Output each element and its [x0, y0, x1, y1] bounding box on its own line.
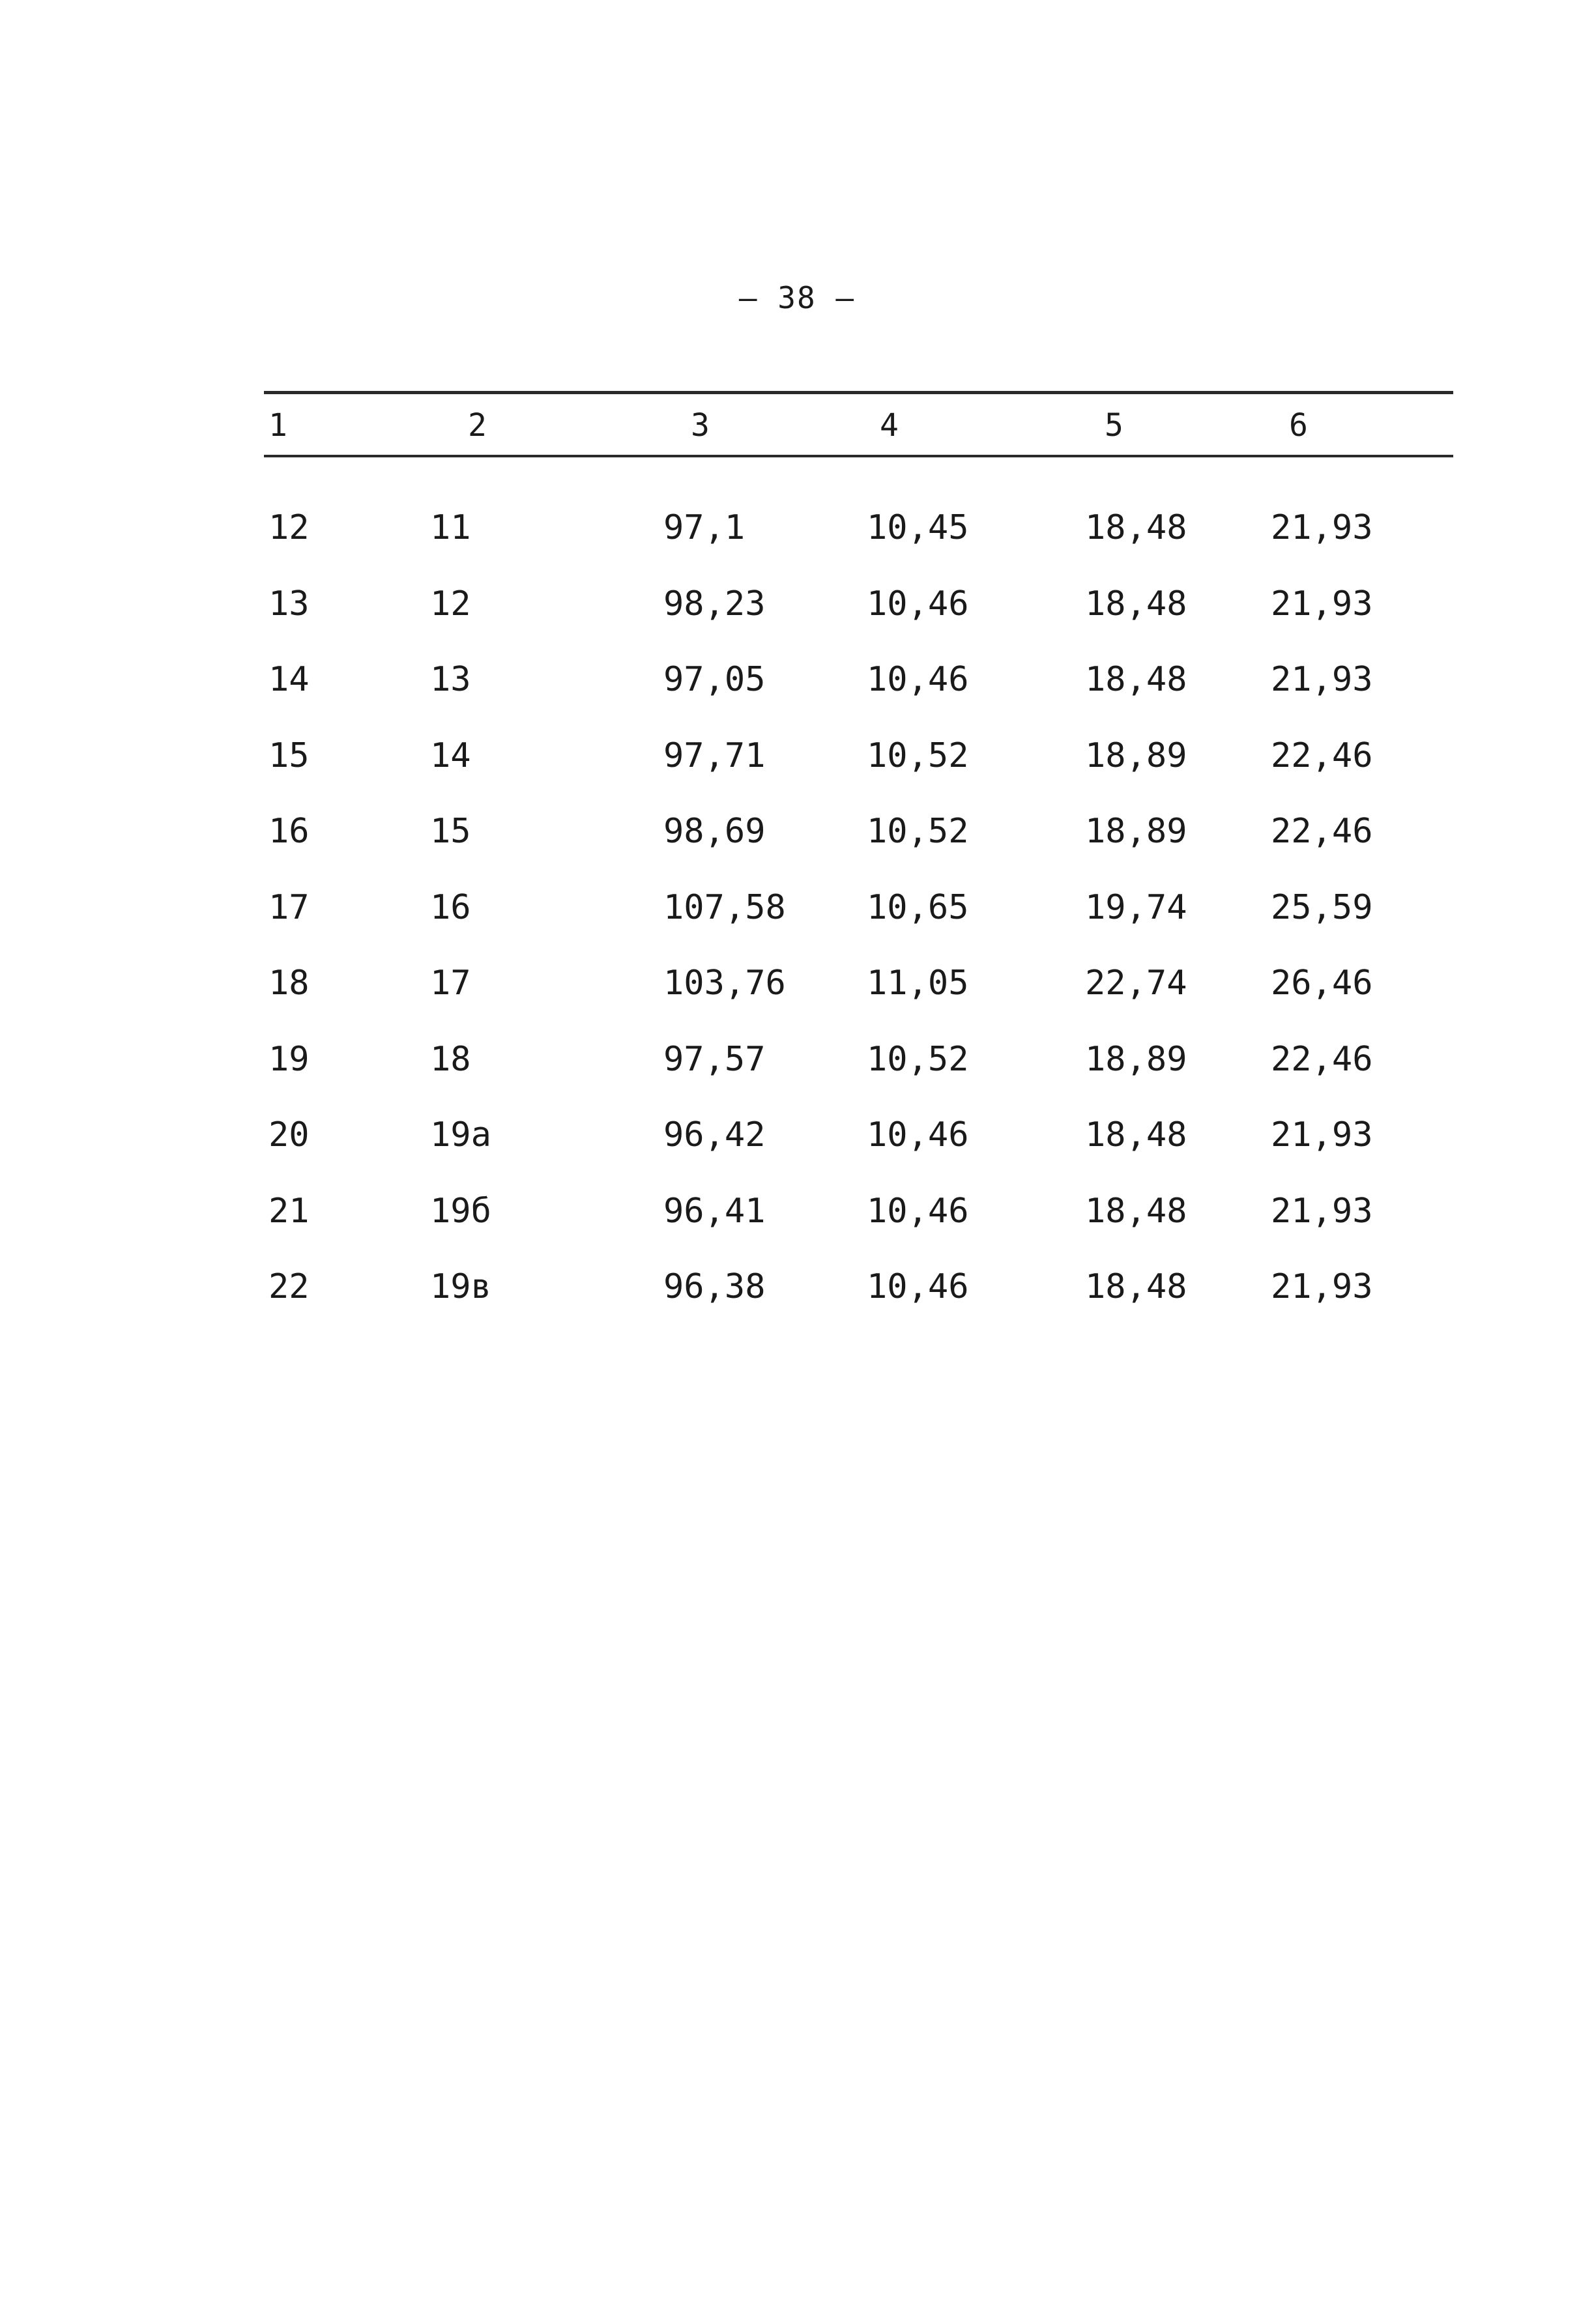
table-cell: 21,93	[1271, 584, 1373, 624]
table-cell: 18,48	[1085, 1115, 1187, 1155]
table-row	[0, 1264, 1594, 1310]
table-cell: 107,58	[663, 887, 786, 927]
table-cell: 19а	[430, 1115, 491, 1155]
table-cell: 96,41	[663, 1191, 766, 1231]
table-cell: 25,59	[1271, 887, 1373, 927]
table-cell: 19	[268, 1039, 310, 1079]
table-cell: 19в	[430, 1267, 491, 1306]
table-cell: 15	[268, 736, 310, 775]
page-number: – 38 –	[738, 280, 856, 315]
table-row	[0, 960, 1594, 1006]
table-cell: 10,46	[867, 660, 969, 699]
table-cell: 21,93	[1271, 660, 1373, 699]
table-cell: 22,46	[1271, 1039, 1373, 1079]
table-cell: 13	[430, 660, 471, 699]
table-row	[0, 809, 1594, 854]
table-cell: 18	[430, 1039, 471, 1079]
table-cell: 16	[430, 887, 471, 927]
header-cell: 1	[268, 407, 287, 444]
table-cell: 21,93	[1271, 508, 1373, 547]
table-header-rule	[264, 455, 1453, 457]
table-cell: 10,46	[867, 1267, 969, 1306]
header-cell: 3	[691, 407, 710, 444]
table-cell: 18,48	[1085, 584, 1187, 624]
header-cell: 2	[468, 407, 487, 444]
table-row	[0, 733, 1594, 779]
table-row	[0, 1188, 1594, 1234]
table-row	[0, 885, 1594, 930]
table-cell: 10,46	[867, 1191, 969, 1231]
table-cell: 18	[268, 964, 310, 1003]
table-cell: 97,1	[663, 508, 746, 547]
table-cell: 97,57	[663, 1039, 766, 1079]
table-cell: 22,46	[1271, 736, 1373, 775]
table-cell: 21,93	[1271, 1115, 1373, 1155]
table-cell: 14	[268, 660, 310, 699]
table-cell: 10,46	[867, 1115, 969, 1155]
table-cell: 103,76	[663, 964, 786, 1003]
table-cell: 20	[268, 1115, 310, 1155]
table-cell: 13	[268, 584, 310, 624]
table-cell: 18,89	[1085, 736, 1187, 775]
table-cell: 26,46	[1271, 964, 1373, 1003]
table-cell: 11,05	[867, 964, 969, 1003]
table-cell: 22,74	[1085, 964, 1187, 1003]
table-cell: 16	[268, 812, 310, 851]
table-cell: 10,46	[867, 584, 969, 624]
table-row	[0, 1037, 1594, 1082]
table-row	[0, 1112, 1594, 1158]
table-cell: 12	[430, 584, 471, 624]
header-cell: 6	[1289, 407, 1308, 444]
table-cell: 97,05	[663, 660, 766, 699]
table-cell: 14	[430, 736, 471, 775]
table-top-rule	[264, 391, 1453, 394]
table-cell: 19,74	[1085, 887, 1187, 927]
table-cell: 96,38	[663, 1267, 766, 1306]
header-cell: 4	[880, 407, 899, 444]
table-row	[0, 505, 1594, 551]
table-row	[0, 581, 1594, 627]
table-cell: 22,46	[1271, 812, 1373, 851]
table-cell: 18,89	[1085, 812, 1187, 851]
table-cell: 10,52	[867, 812, 969, 851]
table-cell: 22	[268, 1267, 310, 1306]
header-cell: 5	[1105, 407, 1123, 444]
table-cell: 15	[430, 812, 471, 851]
table-cell: 10,52	[867, 1039, 969, 1079]
table-cell: 12	[268, 508, 310, 547]
table-row	[0, 657, 1594, 702]
table-cell: 17	[268, 887, 310, 927]
table-cell: 18,48	[1085, 660, 1187, 699]
table-cell: 18,48	[1085, 1267, 1187, 1306]
table-cell: 10,52	[867, 736, 969, 775]
table-cell: 98,69	[663, 812, 766, 851]
table-cell: 10,45	[867, 508, 969, 547]
table-cell: 17	[430, 964, 471, 1003]
table-cell: 97,71	[663, 736, 766, 775]
table-cell: 18,48	[1085, 1191, 1187, 1231]
table-cell: 18,89	[1085, 1039, 1187, 1079]
table-cell: 21	[268, 1191, 310, 1231]
table-header-row	[0, 403, 1594, 448]
table-cell: 21,93	[1271, 1191, 1373, 1231]
table-cell: 11	[430, 508, 471, 547]
table-cell: 98,23	[663, 584, 766, 624]
table-cell: 10,65	[867, 887, 969, 927]
table-cell: 18,48	[1085, 508, 1187, 547]
table-cell: 21,93	[1271, 1267, 1373, 1306]
table-cell: 19б	[430, 1191, 491, 1231]
table-cell: 96,42	[663, 1115, 766, 1155]
